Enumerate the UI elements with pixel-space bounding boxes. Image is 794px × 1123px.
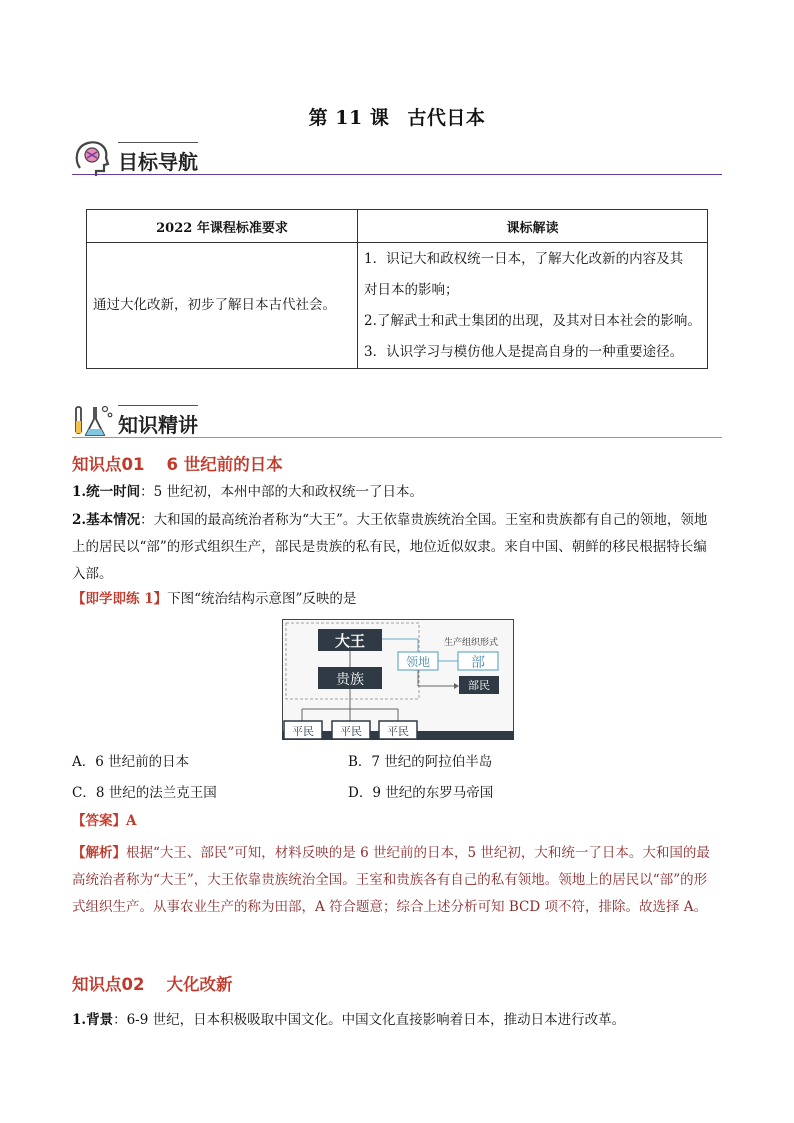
section-top-rule bbox=[118, 142, 198, 143]
bumin-label: 部民 bbox=[468, 679, 490, 692]
commoner-label: 平民 bbox=[292, 725, 314, 738]
table-row bbox=[87, 243, 708, 369]
kp1-item2-line: 入部。 bbox=[72, 566, 113, 582]
kp2-item1-label: 1.背景 bbox=[72, 1012, 114, 1028]
kp2-name: 大化改新 bbox=[166, 975, 233, 994]
exercise-tag: 【即学即练 1】 bbox=[72, 591, 168, 607]
kp1-item2-line: ：大和国的最高统治者称为“大王”。大王依靠贵族统治全国。王室和贵族都有自己的领地，领地 bbox=[140, 512, 708, 528]
header-interpretation: 课标解读 bbox=[358, 210, 708, 243]
lesson-name: 古代日本 bbox=[407, 107, 486, 129]
king-label: 大王 bbox=[334, 632, 366, 650]
header-requirement: 2022 年课程标准要求 bbox=[87, 210, 358, 243]
analysis-line: 高统治者称为“大王”，大王依靠贵族统治全国。王室和贵族各有自己的私有领地。领地上的居民以“部”的形 bbox=[72, 872, 708, 888]
standards-table bbox=[86, 209, 708, 369]
kp1-name: 6 世纪前的日本 bbox=[166, 455, 283, 474]
kp2-item1-text: ：6-9 世纪，日本积极吸取中国文化。中国文化直接影响着日本，推动日本进行改革。 bbox=[113, 1012, 626, 1028]
kp1-item2-label: 2.基本情况 bbox=[72, 512, 141, 528]
kp1-label: 知识点01 bbox=[72, 455, 145, 474]
kp2-item1 bbox=[72, 1007, 722, 1034]
commoner-boxes bbox=[284, 721, 417, 739]
answer-value: A bbox=[126, 813, 137, 829]
table-header-row bbox=[87, 210, 708, 243]
answer-tag: 【答案】 bbox=[72, 813, 126, 829]
section-goal-rule bbox=[72, 174, 722, 175]
commoner-label: 平民 bbox=[387, 725, 409, 738]
commoner-label: 平民 bbox=[340, 725, 362, 738]
production-form-label: 生产组织形式 bbox=[444, 638, 499, 648]
nobles-label: 贵族 bbox=[336, 672, 364, 688]
section-knowledge-header bbox=[72, 401, 722, 441]
kp2-title bbox=[72, 971, 232, 995]
kp1-item2-line: 上的居民以“部”的形式组织生产，部民是贵族的私有民，地位近似奴隶。来自中国、朝鲜的移民根据特长编 bbox=[72, 539, 707, 555]
analysis-block bbox=[72, 840, 722, 921]
kp1-item1-label: 1.统一时间 bbox=[72, 484, 141, 500]
option-b: B．7 世纪的阿拉伯半岛 bbox=[348, 754, 493, 770]
section-goal-title: 目标导航 bbox=[118, 150, 198, 174]
bu-label: 部 bbox=[471, 655, 485, 671]
option-a: A．6 世纪前的日本 bbox=[72, 754, 190, 770]
requirement-cell: 通过大化改新，初步了解日本古代社会。 bbox=[87, 243, 358, 369]
governance-structure-diagram bbox=[282, 619, 514, 740]
point-line: 2.了解武士和武士集团的出现，及其对日本社会的影响。 bbox=[364, 312, 701, 329]
analysis-tag: 【解析】 bbox=[72, 845, 126, 861]
analysis-line: 式组织生产。从事农业生产的称为田部，A 符合题意；综合上述分析可知 BCD 项不符，排除。故选择 A。 bbox=[72, 899, 707, 915]
lesson-number: 第 11 课 bbox=[308, 107, 390, 129]
territory-label: 领地 bbox=[405, 655, 431, 669]
brain-head-icon bbox=[72, 138, 116, 178]
point-line: 3．认识学习与模仿他人是提高自身的一种重要途径。 bbox=[364, 343, 684, 360]
section-knowledge-title: 知识精讲 bbox=[118, 413, 198, 437]
option-d: D．9 世纪的东罗马帝国 bbox=[348, 785, 494, 801]
interpretation-cell bbox=[358, 243, 708, 369]
kp1-item1-text: ：5 世纪初，本州中部的大和政权统一了日本。 bbox=[140, 484, 423, 500]
exercise-question-text: 下图“统治结构示意图”反映的是 bbox=[167, 591, 357, 607]
kp2-label: 知识点02 bbox=[72, 975, 145, 994]
section-top-rule bbox=[118, 405, 198, 406]
flask-icon bbox=[72, 401, 116, 441]
point-line: 1．识记大和政权统一日本，了解大化改新的内容及其 bbox=[364, 250, 684, 267]
option-c: C．8 世纪的法兰克王国 bbox=[72, 785, 217, 801]
point-line: 对日本的影响； bbox=[364, 281, 459, 298]
kp1-item1 bbox=[72, 479, 722, 506]
exercise-question bbox=[72, 586, 722, 613]
page-title bbox=[0, 103, 794, 130]
answer-line bbox=[72, 808, 722, 835]
section-goal-header bbox=[72, 138, 722, 178]
section-knowledge-rule bbox=[72, 437, 722, 438]
analysis-line: 根据“大王、部民”可知，材料反映的是 6 世纪前的日本，5 世纪初，大和统一了日本。大和国的最 bbox=[126, 845, 710, 861]
kp1-title bbox=[72, 451, 283, 475]
kp1-item2 bbox=[72, 507, 722, 588]
